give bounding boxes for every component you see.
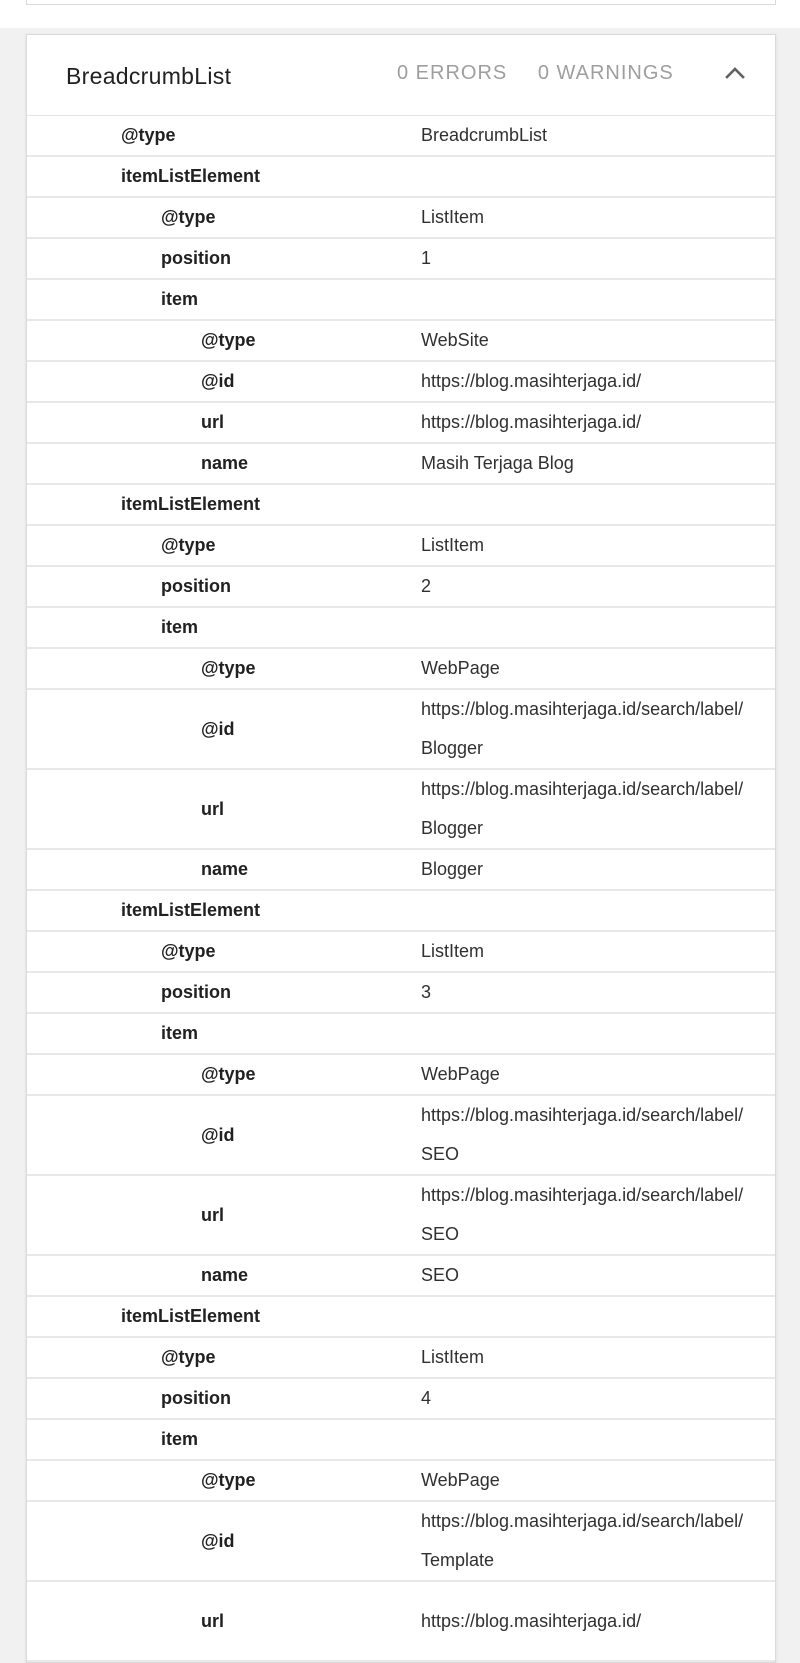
- property-key: url: [201, 1204, 225, 1225]
- property-row: [27, 567, 775, 608]
- property-key: @id: [201, 371, 235, 391]
- property-value: Masih Terjaga Blog: [421, 453, 574, 473]
- property-row: [27, 403, 775, 444]
- property-key: position: [161, 576, 231, 596]
- property-key: itemListElement: [121, 900, 261, 920]
- property-key: @type: [121, 125, 176, 145]
- property-row: [27, 608, 775, 649]
- property-key: item: [161, 1429, 199, 1449]
- property-key: @type: [161, 207, 216, 227]
- property-key: position: [161, 982, 231, 1002]
- property-value: WebPage: [421, 1064, 500, 1084]
- property-value: https://blog.masihterjaga.id/search/label/Blogger: [421, 779, 744, 838]
- property-row: [27, 1582, 775, 1662]
- property-key: position: [161, 1388, 231, 1408]
- property-key: item: [161, 1023, 199, 1043]
- property-row: [27, 1379, 775, 1420]
- property-value: Blogger: [421, 859, 484, 879]
- property-row: [27, 1420, 775, 1461]
- property-row: [27, 198, 775, 239]
- property-row: [27, 891, 775, 932]
- property-value: ListItem: [421, 941, 485, 961]
- property-key: @type: [201, 1470, 256, 1490]
- card-title: BreadcrumbList: [66, 63, 232, 89]
- property-key: itemListElement: [121, 166, 261, 186]
- property-key: @id: [201, 1530, 235, 1551]
- property-key: @id: [201, 718, 235, 739]
- property-value: https://blog.masihterjaga.id/: [421, 412, 642, 432]
- card-header[interactable]: [27, 35, 775, 116]
- property-value: 3: [421, 982, 432, 1002]
- property-key: @type: [161, 535, 216, 555]
- property-value: https://blog.masihterjaga.id/: [421, 371, 642, 391]
- property-row: [27, 932, 775, 973]
- property-row: [27, 1096, 775, 1176]
- property-value: https://blog.masihterjaga.id/search/label/Template: [421, 1511, 744, 1570]
- previous-card-edge: [26, 0, 776, 5]
- property-row: [27, 1338, 775, 1379]
- property-value: 4: [421, 1388, 432, 1408]
- property-row: [27, 1461, 775, 1502]
- property-key: name: [201, 453, 249, 473]
- property-key: url: [201, 412, 225, 432]
- errors-count: 0 ERRORS: [397, 62, 508, 84]
- property-key: url: [201, 798, 225, 819]
- property-key: name: [201, 1265, 249, 1285]
- property-row: [27, 116, 775, 157]
- property-table: [27, 116, 775, 1662]
- property-row: [27, 1502, 775, 1582]
- property-row: [27, 1297, 775, 1338]
- property-row: [27, 1176, 775, 1256]
- property-key: position: [161, 248, 231, 268]
- property-row: [27, 526, 775, 567]
- property-value: https://blog.masihterjaga.id/: [421, 1610, 642, 1631]
- property-row: [27, 973, 775, 1014]
- warnings-count: 0 WARNINGS: [537, 62, 674, 84]
- property-value: BreadcrumbList: [421, 125, 548, 145]
- property-value: ListItem: [421, 207, 485, 227]
- property-key: @type: [201, 658, 256, 678]
- property-value: WebPage: [421, 1470, 500, 1490]
- property-row: [27, 690, 775, 770]
- property-row: [27, 362, 775, 403]
- property-row: [27, 485, 775, 526]
- property-value: 1: [421, 248, 432, 268]
- property-key: itemListElement: [121, 1306, 261, 1326]
- property-key: @id: [201, 1124, 235, 1145]
- property-key: @type: [161, 1347, 216, 1367]
- property-value: https://blog.masihterjaga.id/search/label/SEO: [421, 1105, 744, 1164]
- property-key: name: [201, 859, 249, 879]
- property-row: [27, 239, 775, 280]
- property-key: @type: [161, 941, 216, 961]
- property-key: item: [161, 289, 199, 309]
- property-value: https://blog.masihterjaga.id/search/label/Blogger: [421, 699, 744, 758]
- property-row: [27, 850, 775, 891]
- property-key: item: [161, 617, 199, 637]
- property-value: ListItem: [421, 535, 485, 555]
- property-row: [27, 1014, 775, 1055]
- property-row: [27, 649, 775, 690]
- property-value: https://blog.masihterjaga.id/search/label/SEO: [421, 1185, 744, 1244]
- chevron-up-icon: [725, 66, 745, 80]
- breadcrumblist-card: [26, 34, 776, 1663]
- property-row: [27, 1256, 775, 1297]
- property-value: ListItem: [421, 1347, 485, 1367]
- property-value: WebPage: [421, 658, 500, 678]
- property-row: [27, 770, 775, 850]
- property-value: SEO: [421, 1265, 460, 1285]
- property-key: url: [201, 1610, 225, 1631]
- property-key: @type: [201, 330, 256, 350]
- property-key: itemListElement: [121, 494, 261, 514]
- property-value: 2: [421, 576, 432, 596]
- previous-card-area: [0, 0, 800, 28]
- property-value: WebSite: [421, 330, 489, 350]
- property-row: [27, 280, 775, 321]
- collapse-button[interactable]: [719, 57, 751, 89]
- property-key: @type: [201, 1064, 256, 1084]
- property-row: [27, 321, 775, 362]
- issue-counts: [397, 62, 698, 85]
- property-row: [27, 157, 775, 198]
- property-row: [27, 444, 775, 485]
- property-row: [27, 1055, 775, 1096]
